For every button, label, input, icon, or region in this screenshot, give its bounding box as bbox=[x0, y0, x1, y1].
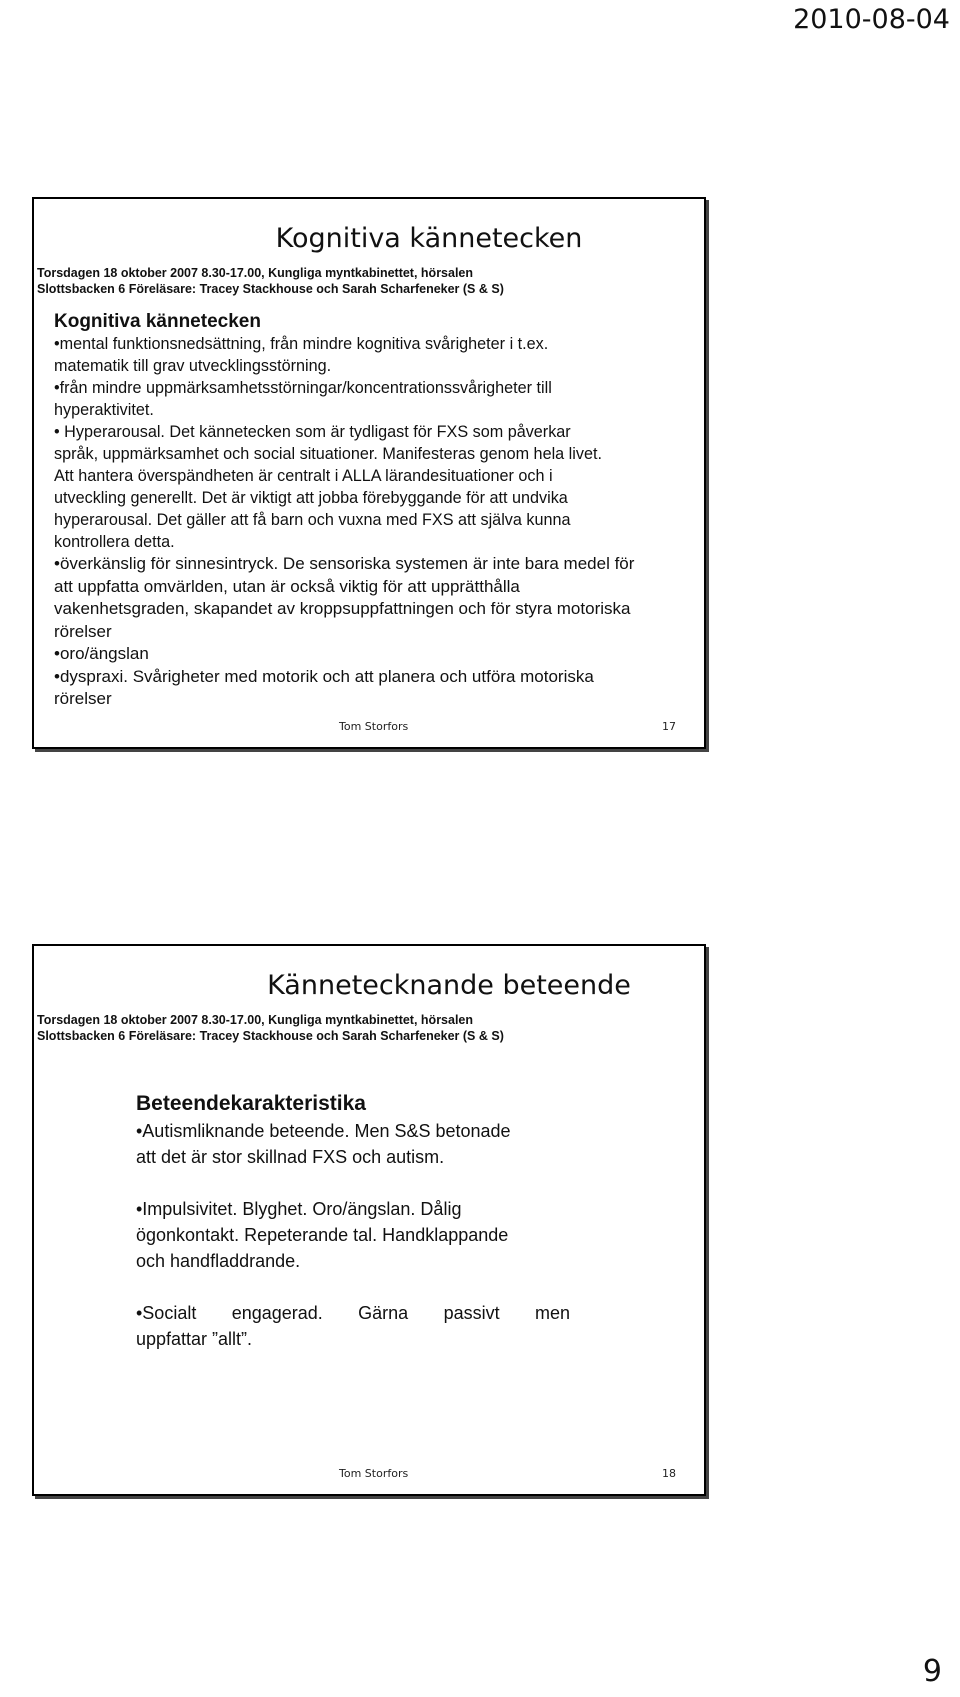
body-line: ögonkontakt. Repeterande tal. Handklappande bbox=[136, 1225, 509, 1245]
body-line: språk, uppmärksamhet och social situationer. Manifesteras genom hela livet. bbox=[54, 445, 602, 463]
body-line: kontrollera detta. bbox=[54, 533, 175, 551]
footer-author: Tom Storfors bbox=[339, 1467, 409, 1480]
body-line: •överkänslig för sinnesintryck. De sensoriska systemen är inte bara medel för bbox=[54, 554, 635, 573]
body-line: att det är stor skillnad FXS och autism. bbox=[136, 1147, 445, 1167]
subheading: Beteendekarakteristika bbox=[136, 1092, 366, 1115]
header-line: Torsdagen 18 oktober 2007 8.30-17.00, Kungliga myntkabinettet, hörsalen bbox=[37, 1013, 474, 1027]
body-line: •mental funktionsnedsättning, från mindre kognitiva svårigheter i t.ex. bbox=[54, 335, 549, 353]
body-line: uppfattar ”allt”. bbox=[136, 1329, 253, 1349]
body-line: hyperaktivitet. bbox=[54, 401, 154, 419]
page-number: 9 bbox=[922, 1654, 942, 1689]
body-line: och handfladdrande. bbox=[136, 1251, 301, 1271]
body-line: vakenhetsgraden, skapandet av kroppsuppfattningen och för styra motoriska bbox=[54, 599, 631, 618]
body-line: •Socialt engagerad. Gärna passivt men bbox=[136, 1303, 570, 1323]
footer-author: Tom Storfors bbox=[339, 720, 409, 733]
body-line: •Impulsivitet. Blyghet. Oro/ängslan. Dålig bbox=[136, 1199, 462, 1219]
body-line: Att hantera överspändheten är centralt i ALLA lärandesituationer och i bbox=[54, 467, 553, 485]
body-line: •oro/ängslan bbox=[54, 644, 149, 663]
header-line: Slottsbacken 6 Föreläsare: Tracey Stackhouse och Sarah Scharfeneker (S & S) bbox=[37, 1029, 504, 1043]
slide-body bbox=[54, 311, 694, 711]
subheading: Kognitiva kännetecken bbox=[54, 311, 261, 332]
slide-header bbox=[37, 265, 504, 297]
header-line: Torsdagen 18 oktober 2007 8.30-17.00, Kungliga myntkabinettet, hörsalen bbox=[37, 266, 474, 280]
slide-number: 18 bbox=[662, 1467, 676, 1480]
body-line: •Autismliknande beteende. Men S&S betonade bbox=[136, 1121, 511, 1141]
slide-title: Kognitiva kännetecken bbox=[275, 223, 583, 254]
slide-number: 17 bbox=[662, 720, 676, 733]
body-line: hyperarousal. Det gäller att få barn och vuxna med FXS att själva kunna bbox=[54, 511, 571, 529]
body-line: utveckling generellt. Det är viktigt att jobba förebyggande för att undvika bbox=[54, 489, 568, 507]
header-line: Slottsbacken 6 Föreläsare: Tracey Stackhouse och Sarah Scharfeneker (S & S) bbox=[37, 282, 504, 296]
slide-header bbox=[37, 1012, 504, 1044]
slide-title: Kännetecknande beteende bbox=[267, 970, 631, 1001]
body-line: matematik till grav utvecklingsstörning. bbox=[54, 357, 332, 375]
page-date: 2010-08-04 bbox=[793, 4, 950, 35]
body-line: •dyspraxi. Svårigheter med motorik och att planera och utföra motoriska bbox=[54, 666, 594, 686]
slide-17 bbox=[32, 197, 706, 749]
body-line: rörelser bbox=[54, 689, 112, 708]
body-line: • Hyperarousal. Det kännetecken som är tydligast för FXS som påverkar bbox=[54, 423, 571, 441]
body-line: •från mindre uppmärksamhetsstörningar/koncentrationssvårigheter till bbox=[54, 379, 552, 397]
slide-body bbox=[136, 1090, 570, 1352]
body-line: att uppfatta omvärlden, utan är också viktig för att upprätthålla bbox=[54, 576, 520, 596]
slide-18 bbox=[32, 944, 706, 1496]
body-line: rörelser bbox=[54, 621, 112, 641]
